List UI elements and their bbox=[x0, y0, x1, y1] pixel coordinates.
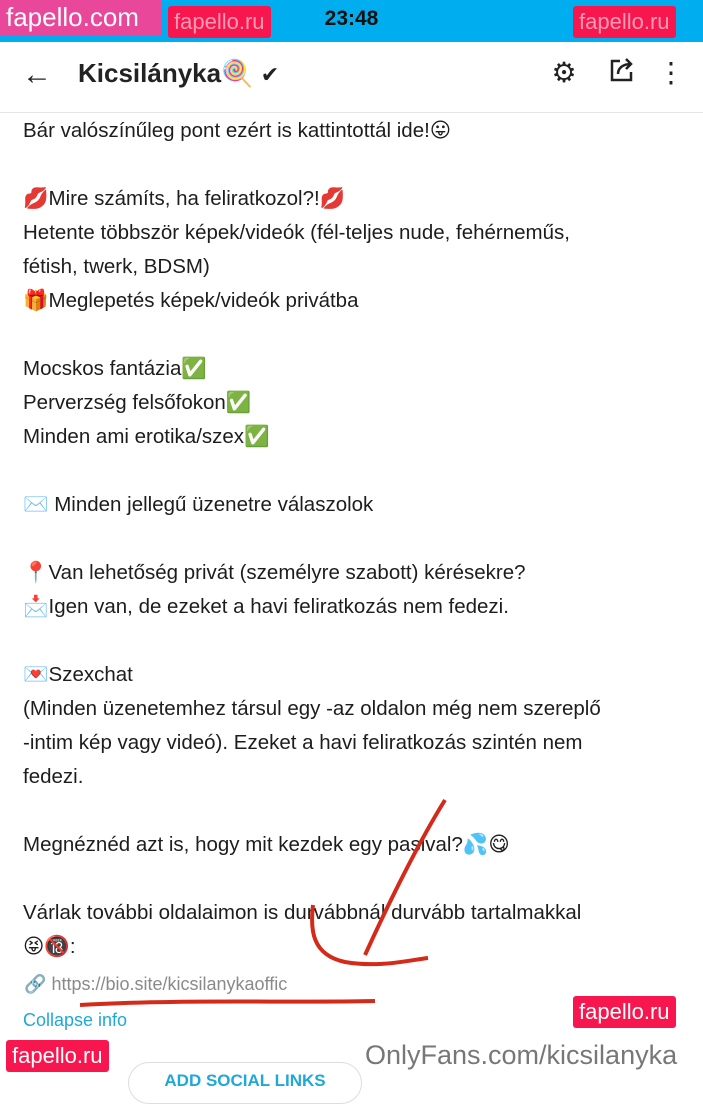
bio-line: fétish, twerk, BDSM) bbox=[23, 255, 210, 278]
watermark: fapello.ru bbox=[573, 6, 676, 38]
gear-icon[interactable]: ⚙ bbox=[551, 57, 577, 88]
title-text: Kicsilánykа🍭 bbox=[78, 58, 254, 88]
bio-line: 💌Szexchat bbox=[23, 663, 133, 686]
verified-badge-icon: ✔ bbox=[260, 62, 280, 87]
bio-line: Mocskos fantázia✅ bbox=[23, 357, 207, 380]
bio-line: -intim kép vagy videó). Ezeket a havi feliratkozás szintén nem bbox=[23, 731, 583, 754]
bio-line: 😝🔞: bbox=[23, 935, 76, 958]
bio-line: 📩Igen van, de ezeket a havi feliratkozás nem fedezi. bbox=[23, 595, 509, 618]
add-social-links-button[interactable]: ADD SOCIAL LINKS bbox=[128, 1062, 362, 1104]
watermark: fapello.ru bbox=[168, 6, 271, 38]
bio-line: Hetente többször képek/videók (fél-teljes nude, fehérneműs, bbox=[23, 221, 570, 244]
status-time: 23:48 bbox=[324, 7, 379, 30]
bio-line: fedezi. bbox=[23, 765, 84, 788]
watermark: fapello.ru bbox=[6, 1040, 109, 1072]
bio-line: Várlak további oldalaimon is durvábbnál durvább tartalmakkal bbox=[23, 901, 582, 924]
bio-line: 🎁Meglepetés képek/videók privátba bbox=[23, 289, 359, 312]
onlyfans-watermark: OnlyFans.com/kicsilanyka bbox=[365, 1040, 678, 1070]
bio-line: (Minden üzenetemhez társul egy -az oldalon még nem szereplő bbox=[23, 697, 601, 720]
bio-line: Perverzség felsőfokon✅ bbox=[23, 391, 252, 414]
bio-line: 📍Van lehetőség privát (személyre szabott) kérésekre? bbox=[23, 561, 526, 584]
bio-line: ✉️ Minden jellegű üzenetre válaszolok bbox=[23, 493, 374, 516]
bio-line: Megnéznéd azt is, hogy mit kezdek egy pasival?💦😋 bbox=[23, 833, 510, 856]
collapse-info-button[interactable]: Collapse info bbox=[23, 1010, 128, 1030]
bio-line: 💋Mire számíts, ha feliratkozol?!💋 bbox=[23, 187, 346, 210]
back-arrow-icon[interactable]: ← bbox=[22, 58, 52, 91]
bio-line: Bár valószínűleg pont ezért is kattintottál ide!😛 bbox=[23, 119, 452, 142]
watermark: fapello.ru bbox=[573, 996, 676, 1028]
bio-link-text[interactable]: https://bio.site/kicsilanykaoffic bbox=[51, 974, 288, 994]
status-left-text: fapello.com bbox=[6, 2, 139, 32]
bio-line: Minden ami erotika/szex✅ bbox=[23, 425, 270, 448]
link-icon: 🔗 bbox=[24, 974, 47, 994]
more-vertical-icon[interactable]: ⋮ bbox=[657, 57, 685, 88]
